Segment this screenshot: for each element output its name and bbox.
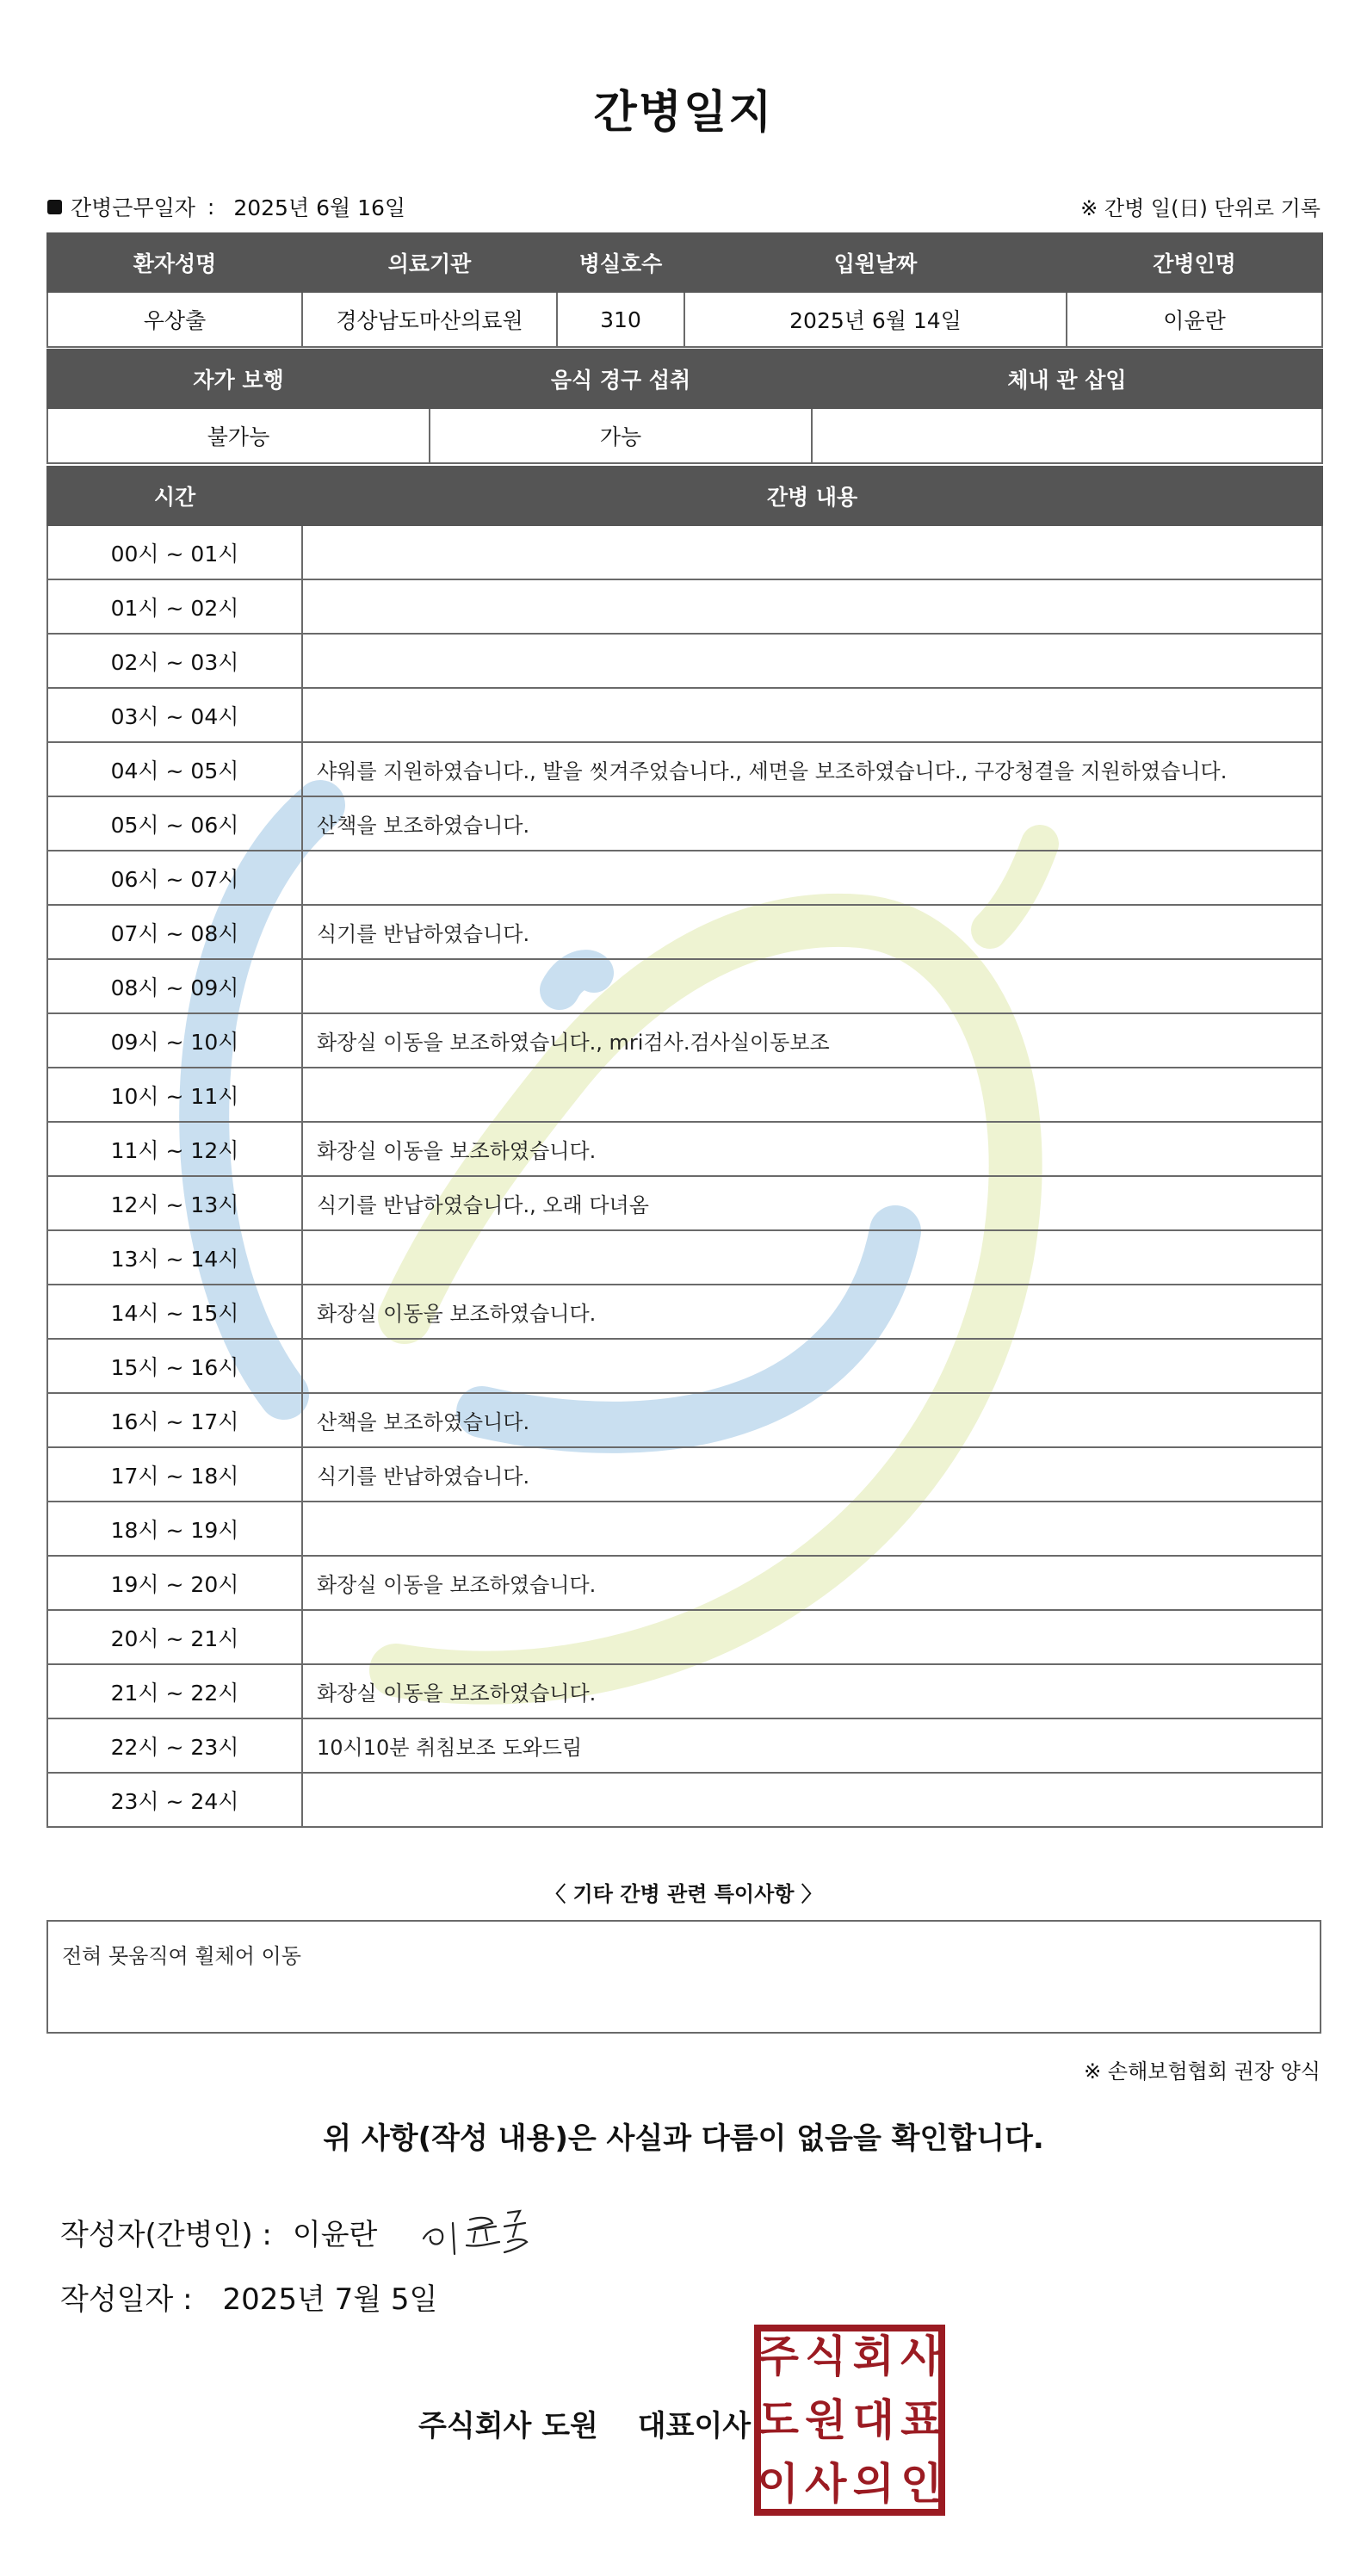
table-row (47, 1502, 1322, 1556)
header-room: 병실호수 (557, 233, 684, 292)
content-cell (302, 525, 1322, 579)
seal-char: 사 (805, 2459, 847, 2509)
header-hospital: 의료기관 (302, 233, 557, 292)
table-row (47, 1122, 1322, 1176)
header-time: 시간 (47, 467, 302, 525)
content-cell (302, 1339, 1322, 1393)
seal-characters (754, 2325, 945, 2516)
time-cell: 02시 ~ 03시 (47, 634, 302, 688)
time-cell: 00시 ~ 01시 (47, 525, 302, 579)
seal-char: 원 (805, 2395, 847, 2445)
seal-char: 인 (900, 2459, 943, 2509)
time-cell: 09시 ~ 10시 (47, 1013, 302, 1068)
content-cell (302, 688, 1322, 742)
time-cell: 03시 ~ 04시 (47, 688, 302, 742)
header-admission-date: 입원날짜 (684, 233, 1067, 292)
tube-insertion-value (812, 408, 1322, 463)
table-row (47, 1556, 1322, 1610)
content-cell (302, 634, 1322, 688)
table-row (47, 579, 1322, 634)
patient-name: 우상출 (47, 292, 302, 347)
content-cell: 식기를 반납하였습니다., 오래 다녀옴 (302, 1176, 1322, 1230)
content-cell: 화장실 이동을 보조하였습니다. (302, 1664, 1322, 1718)
table-row (47, 959, 1322, 1013)
time-cell: 14시 ~ 15시 (47, 1285, 302, 1339)
content-cell (302, 959, 1322, 1013)
status-value-row (47, 408, 1322, 463)
seal-char: 의 (852, 2459, 894, 2509)
company-line (418, 2402, 751, 2444)
seal-char: 이 (757, 2459, 799, 2509)
hospital-name: 경상남도마산의료원 (302, 292, 557, 347)
time-cell: 13시 ~ 14시 (47, 1230, 302, 1285)
table-row (47, 1176, 1322, 1230)
table-row (47, 1068, 1322, 1122)
content-cell: 화장실 이동을 보조하였습니다. (302, 1285, 1322, 1339)
patient-value-row (47, 292, 1322, 347)
content-cell (302, 851, 1322, 905)
company-role: 대표이사 (637, 2409, 752, 2443)
table-row (47, 1230, 1322, 1285)
care-log-table (46, 466, 1323, 1828)
company-seal-stamp (754, 2325, 945, 2516)
time-cell: 15시 ~ 16시 (47, 1339, 302, 1393)
header-patient-name: 환자성명 (47, 233, 302, 292)
table-row (47, 851, 1322, 905)
admission-date: 2025년 6월 14일 (684, 292, 1067, 347)
self-walking-value: 불가능 (47, 408, 430, 463)
content-cell: 10시10분 취침보조 도와드림 (302, 1718, 1322, 1773)
time-cell: 07시 ~ 08시 (47, 905, 302, 959)
content-cell: 화장실 이동을 보조하였습니다. (302, 1556, 1322, 1610)
time-cell: 21시 ~ 22시 (47, 1664, 302, 1718)
content-cell: 산책을 보조하였습니다. (302, 796, 1322, 851)
table-row (47, 1718, 1322, 1773)
table-row (47, 1773, 1322, 1827)
time-cell: 22시 ~ 23시 (47, 1718, 302, 1773)
header-tube-insertion: 체내 관 삽입 (812, 350, 1322, 408)
seal-char: 대 (852, 2395, 894, 2445)
room-number: 310 (557, 292, 684, 347)
content-cell: 식기를 반납하였습니다. (302, 905, 1322, 959)
time-cell: 23시 ~ 24시 (47, 1773, 302, 1827)
seal-char: 식 (805, 2331, 847, 2381)
content-cell (302, 1230, 1322, 1285)
seal-char: 도 (757, 2395, 799, 2445)
content-cell: 화장실 이동을 보조하였습니다., mri검사.검사실이동보조 (302, 1013, 1322, 1068)
seal-char: 사 (900, 2331, 943, 2381)
content-cell: 화장실 이동을 보조하였습니다. (302, 1122, 1322, 1176)
seal-char: 표 (900, 2395, 943, 2445)
caregiver-name: 이윤란 (1067, 292, 1322, 347)
notes-box (46, 1920, 1321, 2034)
table-row (47, 1339, 1322, 1393)
notes-text: 전혀 못움직여 휠체어 이동 (62, 1944, 301, 1968)
header-oral-intake: 음식 경구 섭취 (430, 350, 812, 408)
notes-heading: 〈 기타 간병 관련 특이사항 〉 (545, 1882, 822, 1906)
seal-char: 주 (757, 2331, 799, 2381)
patient-status-table (46, 349, 1323, 464)
content-cell (302, 1773, 1322, 1827)
table-row (47, 1664, 1322, 1718)
work-date-label: 간병근무일자 (71, 195, 195, 220)
confirmation-statement: 위 사항(작성 내용)은 사실과 다름이 없음을 확인합니다. (323, 2121, 1044, 2156)
patient-header-row (47, 233, 1322, 292)
table-row (47, 1013, 1322, 1068)
square-bullet-icon (47, 200, 62, 214)
written-date-label: 작성일자 : (60, 2282, 193, 2317)
header-caregiver-name: 간병인명 (1067, 233, 1322, 292)
work-date (47, 191, 405, 222)
writer-label: 작성자(간병인) : (60, 2217, 272, 2252)
oral-intake-value: 가능 (430, 408, 812, 463)
content-cell: 샤워를 지원하였습니다., 발을 씻겨주었습니다., 세면을 보조하였습니다., 구강청결을 지원하였습니다. (302, 742, 1322, 796)
header-care-content: 간병 내용 (302, 467, 1322, 525)
header-self-walking: 자가 보행 (47, 350, 430, 408)
time-cell: 12시 ~ 13시 (47, 1176, 302, 1230)
log-header-row (47, 467, 1322, 525)
content-cell (302, 579, 1322, 634)
time-cell: 17시 ~ 18시 (47, 1447, 302, 1502)
table-row (47, 742, 1322, 796)
table-row (47, 634, 1322, 688)
writer-line (60, 2204, 565, 2259)
time-cell: 10시 ~ 11시 (47, 1068, 302, 1122)
table-row (47, 1610, 1322, 1664)
seal-char: 회 (852, 2331, 894, 2381)
content-cell (302, 1502, 1322, 1556)
time-cell: 01시 ~ 02시 (47, 579, 302, 634)
patient-info-table (46, 232, 1323, 348)
written-date-value: 2025년 7월 5일 (222, 2282, 438, 2317)
table-row (47, 905, 1322, 959)
table-row (47, 1285, 1322, 1339)
time-cell: 20시 ~ 21시 (47, 1610, 302, 1664)
table-row (47, 1393, 1322, 1447)
time-cell: 04시 ~ 05시 (47, 742, 302, 796)
form-note: ※ 손해보험협회 권장 양식 (1084, 2059, 1321, 2084)
content-cell: 식기를 반납하였습니다. (302, 1447, 1322, 1502)
table-row (47, 688, 1322, 742)
work-date-value: 2025년 6월 16일 (233, 195, 406, 220)
time-cell: 06시 ~ 07시 (47, 851, 302, 905)
time-cell: 11시 ~ 12시 (47, 1122, 302, 1176)
status-header-row (47, 350, 1322, 408)
work-date-separator: : (207, 194, 215, 220)
table-row (47, 796, 1322, 851)
unit-note: ※ 간병 일(日) 단위로 기록 (1080, 196, 1321, 220)
time-cell: 19시 ~ 20시 (47, 1556, 302, 1610)
table-row (47, 1447, 1322, 1502)
content-cell (302, 1610, 1322, 1664)
table-row (47, 525, 1322, 579)
time-cell: 05시 ~ 06시 (47, 796, 302, 851)
time-cell: 18시 ~ 19시 (47, 1502, 302, 1556)
company-name: 주식회사 도원 (418, 2409, 598, 2443)
time-cell: 08시 ~ 09시 (47, 959, 302, 1013)
written-date-line (60, 2276, 437, 2318)
content-cell: 산책을 보조하였습니다. (302, 1393, 1322, 1447)
content-cell (302, 1068, 1322, 1122)
time-cell: 16시 ~ 17시 (47, 1393, 302, 1447)
writer-name: 이윤란 (292, 2217, 378, 2252)
document-title: 간병일지 (593, 87, 774, 139)
handwritten-signature (418, 2204, 565, 2259)
